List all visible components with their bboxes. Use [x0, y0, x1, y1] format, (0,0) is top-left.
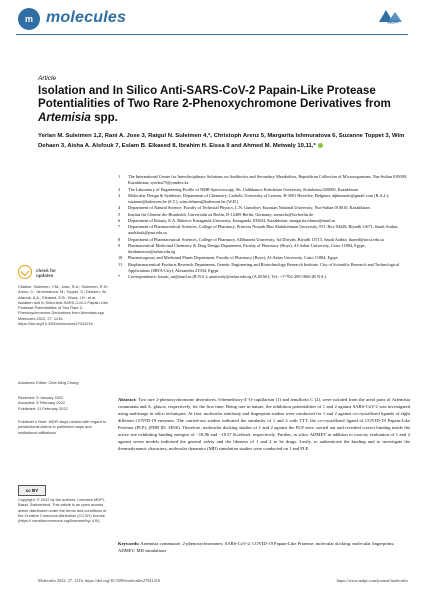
affiliation-text: The Laboratory of Engineering Profile of NMR Spectroscopy, Sh. Ualikhanov Kokshetau University, Kokshetau 020000, Kazakhstan: [128, 186, 358, 192]
affiliation-number: 10: [118, 255, 123, 261]
accepted-date: Accepted: 6 February 2022: [18, 400, 65, 406]
publisher-name: MDPI: [387, 19, 399, 24]
affiliation-text: Department of Pharmaceutical Sciences, College of Pharmacy, AlMaarefa University, Ad Diriyah, Riyadh 13713, Saudi Arabia; ikaeed@mcst.edu.sa: [128, 236, 384, 242]
affiliation-text: Biopharmaceutical Products Research Department, Genetic Engineering and Biotechnology Research Institute, City of Scientific Research and Technological Applications (SRTA-City), Alexandria 21934, Egypt: [128, 261, 400, 273]
header-divider: [16, 34, 408, 35]
paper-title: Isolation and In Silico Anti-SARS-CoV-2 Papain-Like Protease Potentialities of Two Rare 2-Phenoxychromone Derivatives from Artemisia spp.: [38, 84, 391, 124]
author-list: Yerlan M. Suleimen 1,2, Rani A. Jose 3, Raigul N. Suleimen 4,*, Christoph Arenz 5, Margarita Ishmuratova 6, Suzanne Toppet 3, Wim Dehaen 3, Aisha A. Alsfouk 7, Eslam B. Elkaeed 8, Ibrahim H. Eissa 9 and Ahmed M. Metwaly 10,11,*: [38, 133, 405, 149]
affiliation-number: 4: [118, 205, 121, 211]
affiliation-number: 5: [118, 211, 121, 217]
affiliation-number: *: [118, 274, 121, 279]
check-updates-icon[interactable]: [18, 265, 32, 279]
affiliation-text: Department of Natural Science, Faculty of Technical Physics, L.N. Gumilyov Eurasian National University, Nur-Sultan 010010, Kazakhstan: [128, 205, 370, 211]
affiliation-item: [118, 274, 408, 280]
affiliation-text: Pharmacognosy and Medicinal Plants Department, Faculty of Pharmacy (Boys), Al-Azhar University, Cairo 11884, Egypt: [128, 255, 338, 261]
received-date: Received: 5 January 2022: [18, 395, 64, 400]
check-updates-label[interactable]: check for updates: [36, 268, 57, 279]
affiliation-text: Pharmaceutical Medicinal Chemistry & Drug Design Department, Faculty of Pharmacy (Boys), Al-Azhar University, Cairo 11884, Egypt; ibrahimeissa@azhar.edu.eg: [128, 242, 366, 254]
academic-editor: Academic Editor: Chia Ming Chang: [18, 380, 79, 385]
affiliation-text: Department of Botany, E.A. Buketov Karaganda University, Karaganda 100024, Kazakhstan; margarita.ishmur@mail.ru: [128, 217, 336, 223]
affiliation-item: [118, 224, 408, 237]
affiliation-number: 3: [118, 192, 121, 198]
affiliation-text: Department of Pharmaceutical Sciences, College of Pharmacy, Princess Nourah Bint Abdulrahman University, P.O. Box 84428, Riyadh 11671, Saudi Arabia; aaalsfouk@pnu.edu.sa: [128, 224, 399, 236]
orcid-icon[interactable]: [318, 143, 323, 148]
affiliation-number: 7: [118, 224, 121, 229]
affiliation-text: Institut für Chemie der Humboldt, Universität zu Berlin, D-12489 Berlin, Germany; arenzchr@hu-berlin.de: [128, 211, 314, 217]
published-date: Published: 11 February 2022: [18, 405, 68, 411]
footer-citation[interactable]: Molecules 2022, 27, 1216. https://doi.org/10.3390/molecules27041216: [38, 578, 161, 583]
affiliation-item: [118, 174, 408, 187]
affiliation-item: [118, 193, 408, 206]
affiliation-text: Molecular Design & Synthesis, Department of Chemistry, Catholic University of Leuven, B-3001 Heverlee, Belgium; alphmanits@gmail.com (R.A.J.); suzanne@kuleuven.be (S.T.); wim.dehaen@kuleuven.be (W.D.): [128, 192, 390, 204]
affiliation-item: [118, 262, 408, 275]
affiliation-number: 11: [118, 261, 123, 267]
affiliation-number: 6: [118, 217, 121, 223]
affiliation-item: [118, 243, 408, 256]
affiliation-number: 1: [118, 174, 121, 179]
abstract: Abstract: Two rare 2-phenoxychromone derivatives, 6-demethoxy-4′-O-capillarisin (1) and tenuflorin C (2), were isolated from the areal parts of Artemisia commutata and A. glauca, respectively, for the first time. Being rare in nature, the inhibition potentialities of 1 and 2 against SARS-CoV-2 was investigated using multistage in silico techniques. At first, molecular similarity and fingerprint studies were conducted for 1 and 2 against co-crystallized ligands of eight different COVID-19 enzymes. The carried-out studies indicated the similarity of 1 and 2 with TTT, the co-crystallized ligand of COVID-19 Papain-Like Protease (PLP), (PDB ID: 3E9S). Therefore, molecular docking studies of 1 and 2 against the PLP were carried out and revealed correct binding inside the active site exhibiting binding energies of −18.86 and −18.37 Kcal/mol, respectively. Further, in silico ADMET in addition to toxicity evaluation of 1 and 2 against seven models indicated the general safety and the likeness of 1 and 2 to be drugs. Lastly, to authenticate the binding and to investigate the thermodynamic characters, molecular dynamics (MD) simulation studies were conducted on 1 and PLP.: [118, 397, 410, 451]
affiliations: [118, 174, 408, 280]
affiliation-number: 8: [118, 236, 121, 242]
publisher-note: Publisher’s Note: MDPI stays neutral with regard to jurisdictional claims in published maps and institutional affiliations.: [18, 419, 107, 435]
copyright-notice: Copyright: © 2022 by the authors. Licensee MDPI, Basel, Switzerland. This article is an open access article distributed under the terms and conditions of the Creative Commons Attribution (CC BY) license (https:// creativecommons.org/licenses/by/ 4.0/).: [18, 497, 107, 524]
footer-journal-link[interactable]: https://www.mdpi.com/journal/molecules: [336, 578, 408, 583]
affiliation-number: 2: [118, 186, 121, 192]
affiliation-text: The International Centre for Interdisciplinary Solutions on Antibiotics and Secondary Metabolites, Republican Collection of Microorganisms, Nur-Sultan 010000, Kazakhstan; syerlan75@yandex.kz: [128, 174, 407, 186]
cc-license-badge[interactable]: cc BY: [18, 485, 46, 496]
affiliation-text: Correspondence: kasim_rai@mail.ru (R.N.S.); ametwaly@azhar.edu.eg (A.M.M.); Tel.: +7-702-209-1866 (R.N.S.): [128, 274, 327, 279]
citation-block: Citation: Suleimen, Y.M.; Jose, R.A.; Suleimen, R.N.; Arenz, C.; Ishmuratova, M.; Toppet, S.; Dehaen, W.; Alsfouk, A.A.; Elkaeed, E.B.; Eissa, I.H.; et al. Isolation and In Silico Anti-SARS-CoV-2 Papain-Like Protease Potentialities of Two Rare 2-Phenoxychromone Derivatives from Artemisia spp. Molecules 2022, 27, 1216. https://doi.org/10.3390/molecules27041216: [18, 284, 109, 327]
journal-logo-icon: m: [18, 8, 40, 30]
keywords: Keywords: Artemisia commutate; 2-phenoxychromones; SARS-CoV-2; COVID-19 Papain-Like Protease; molecular docking; molecular fingerprints; ADMET; MD simulations: [118, 541, 395, 553]
journal-name: molecules: [46, 9, 127, 26]
affiliation-number: 9: [118, 242, 121, 248]
dates-block: [18, 395, 110, 411]
article-type: Article: [38, 75, 57, 82]
mdpi-logo-icon: [378, 8, 408, 24]
